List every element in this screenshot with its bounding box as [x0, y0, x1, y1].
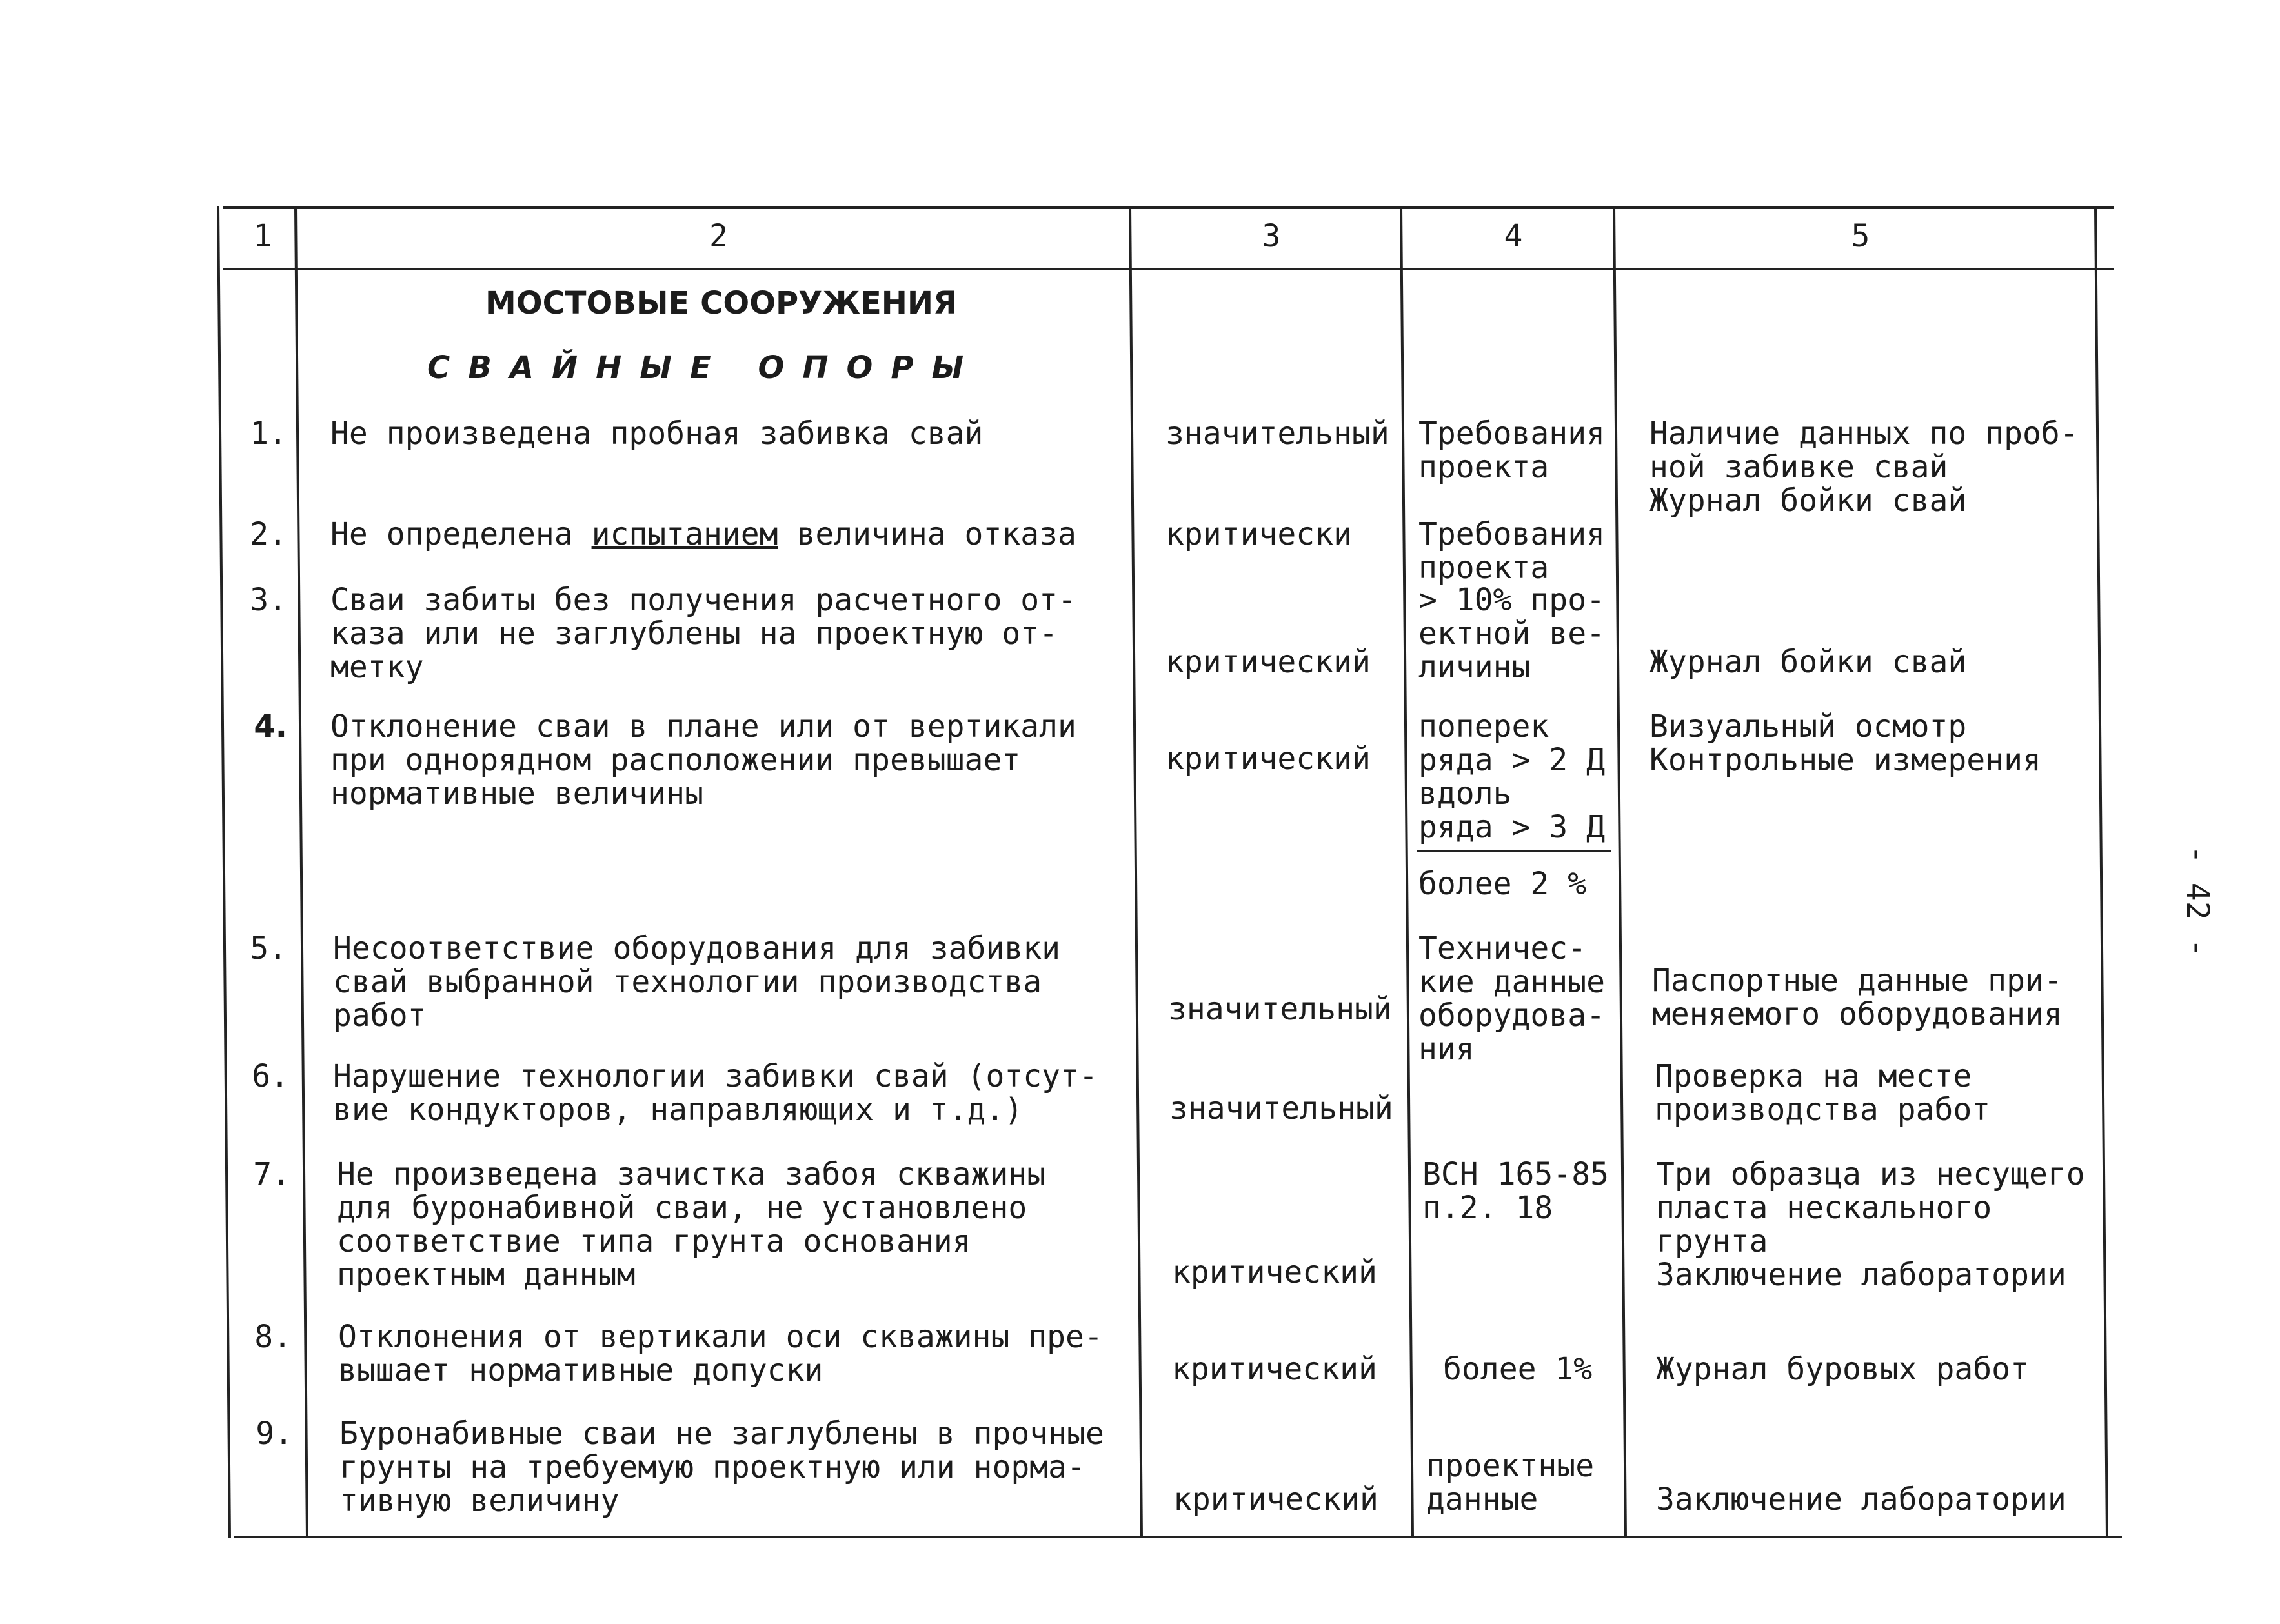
row-6-num: 6. — [252, 1058, 289, 1094]
row-5-num: 5. — [250, 930, 287, 967]
row-9-severity: критический — [1173, 1481, 1378, 1518]
row-7-criterion: ВСН 165-85 п.2. 18 — [1422, 1156, 1609, 1226]
row-3-num: 3. — [250, 582, 287, 618]
col-border-4 — [1613, 206, 1627, 1538]
row-1-defect: Не произведена пробная забивка свай — [330, 416, 984, 452]
row-9-control: Заключение лаборатории — [1656, 1481, 2066, 1518]
row-2-defect-post: величина отказа — [778, 516, 1076, 552]
row-6-defect: Нарушение технологии забивки свай (отсут- вие кондукторов, направляющих и т.д.) — [333, 1058, 1098, 1128]
header-col-5: 5 — [1851, 218, 1870, 254]
header-col-4: 4 — [1504, 218, 1523, 254]
row-3-severity: критический — [1165, 644, 1371, 680]
row-4-criterion-extra: более 2 % — [1418, 866, 1587, 902]
row-3-control: Журнал бойки свай — [1649, 644, 1967, 680]
col-border-1 — [294, 206, 308, 1538]
row-1-num: 1. — [250, 416, 287, 452]
row-6-severity: значительный — [1169, 1090, 1393, 1127]
row-2-criterion: Требования проекта — [1418, 516, 1605, 586]
row-3-defect: Сваи забиты без получения расчетного от- каза или не заглублены на проектную от- метку — [330, 582, 1076, 685]
row-2-defect-pre: Не определена — [330, 516, 592, 552]
row-7-defect: Не произведена зачистка забоя скважины для буронабивной сваи, не установлено соответствие типа грунта основания проектным данным — [337, 1156, 1046, 1293]
page-number: - 42 - — [2179, 845, 2215, 957]
row-5-control: Паспортные данные при- меняемого оборудования — [1652, 963, 2063, 1032]
row-6-control: Проверка на месте производства работ — [1655, 1058, 1991, 1128]
header-bottom-border — [223, 268, 2114, 270]
row-9-num: 9. — [256, 1416, 293, 1452]
row-8-criterion: более 1% — [1443, 1351, 1593, 1387]
row-4-defect: Отклонение сваи в плане или от вертикали при однорядном расположении превышает нормативные величины — [330, 708, 1076, 812]
header-col-3: 3 — [1262, 218, 1281, 254]
section-title: МОСТОВЫЕ СООРУЖЕНИЯ — [485, 285, 958, 321]
row-2-defect — [330, 517, 1076, 551]
row-1-control: Наличие данных по проб- ной забивке свай Журнал бойки свай — [1649, 416, 2079, 519]
row-7-num: 7. — [253, 1156, 290, 1192]
row-7-control: Три образца из несущего пласта нескального грунта Заключение лаборатории — [1656, 1156, 2085, 1293]
row-2-num: 2. — [250, 516, 287, 552]
row-5-defect: Несоответствие оборудования для забивки свай выбранной технологии производства работ — [333, 930, 1061, 1034]
header-col-2: 2 — [709, 218, 728, 254]
col-border-0 — [217, 206, 231, 1538]
row-5-criterion: Техничес- кие данные оборудова- ния — [1418, 930, 1605, 1067]
table-bottom-border — [234, 1536, 2122, 1538]
row-7-severity: критический — [1172, 1254, 1377, 1290]
row-8-defect: Отклонения от вертикали оси скважины пре- вышает нормативные допуски — [338, 1319, 1103, 1388]
col-border-2 — [1129, 206, 1143, 1538]
row-2-severity: критически — [1165, 516, 1352, 552]
row-4-num: 4. — [254, 708, 287, 745]
criterion-divider — [1417, 850, 1611, 852]
row-2-defect-underlined: испытанием — [591, 516, 778, 552]
table-top-border — [223, 206, 2114, 209]
row-5-severity: значительный — [1168, 991, 1392, 1027]
row-8-severity: критический — [1172, 1351, 1377, 1387]
row-8-control: Журнал буровых работ — [1656, 1351, 2029, 1387]
subsection-title: СВАЙНЫЕ ОПОРЫ — [427, 350, 982, 386]
row-9-defect: Буронабивные сваи не заглублены в прочные грунты на требуемую проектную или норма- тивную величину — [339, 1416, 1104, 1519]
row-9-criterion: проектные данные — [1426, 1448, 1595, 1518]
row-4-control: Визуальный осмотр Контрольные измерения — [1649, 708, 2041, 778]
row-3-criterion: > 10% про- ектной ве- личины — [1418, 582, 1605, 685]
row-8-num: 8. — [254, 1319, 292, 1355]
row-4-criterion: поперек ряда > 2 Д вдоль ряда > 3 Д — [1418, 708, 1605, 845]
row-4-severity: критический — [1165, 741, 1371, 777]
row-1-severity: значительный — [1165, 416, 1389, 452]
row-1-criterion: Требования проекта — [1418, 416, 1605, 485]
header-col-1: 1 — [253, 218, 272, 254]
col-border-3 — [1400, 206, 1414, 1538]
col-border-5 — [2094, 206, 2108, 1538]
